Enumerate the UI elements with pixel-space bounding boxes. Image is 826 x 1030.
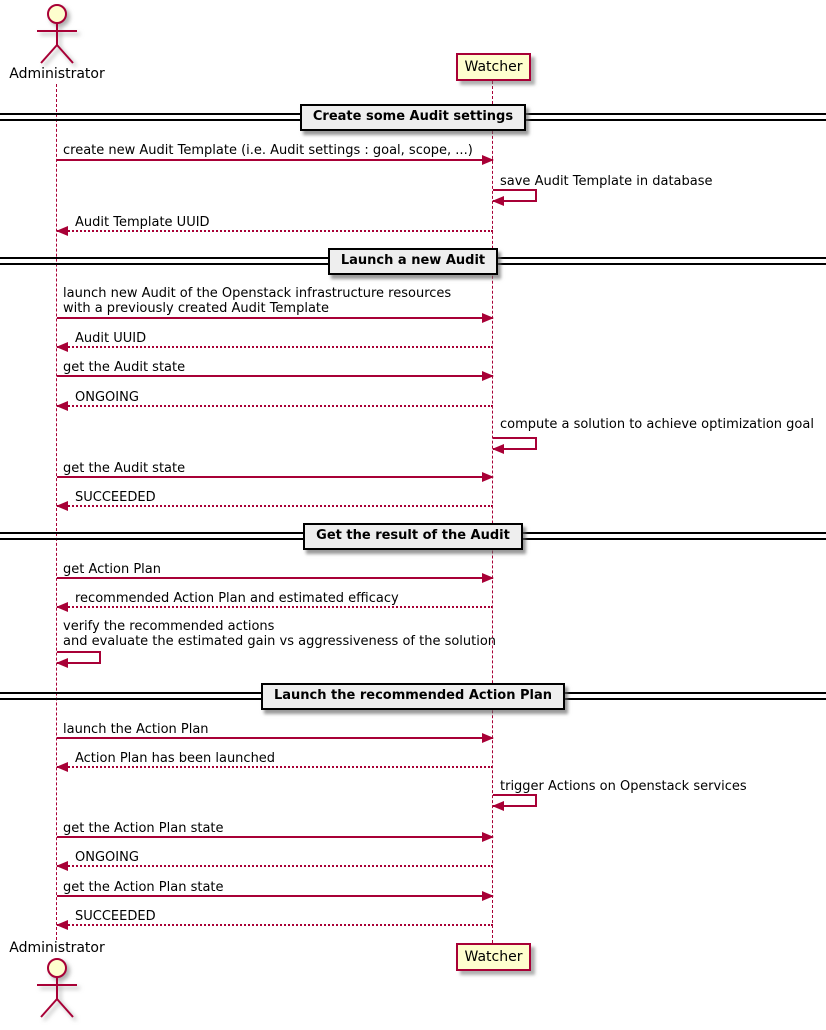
message-14-arrow — [57, 737, 493, 739]
message-14-label: launch the Action Plan — [63, 722, 209, 737]
divider-create-audit-settings — [0, 104, 826, 131]
message-19-arrow — [57, 895, 493, 897]
divider-title: Create some Audit settings — [300, 104, 526, 131]
message-15-label: Action Plan has been launched — [75, 751, 276, 766]
administrator-label-top: Administrator — [9, 66, 105, 82]
message-5-arrow — [57, 346, 493, 348]
message-18-label: ONGOING — [75, 850, 139, 865]
divider-launch-action-plan — [0, 683, 826, 710]
message-11-label: get Action Plan — [63, 562, 161, 577]
message-5-label: Audit UUID — [75, 331, 147, 346]
divider-get-audit-result — [0, 523, 826, 550]
message-13-label-line1: verify the recommended actions — [63, 619, 275, 634]
lifeline-administrator — [56, 84, 57, 940]
message-7-arrow — [57, 405, 493, 407]
message-17-label: get the Action Plan state — [63, 821, 224, 836]
message-6-label: get the Audit state — [63, 360, 186, 375]
divider-title: Launch a new Audit — [328, 248, 498, 275]
message-10-label: SUCCEEDED — [75, 490, 156, 505]
message-12-arrow — [57, 606, 493, 608]
message-9-label: get the Audit state — [63, 461, 186, 476]
lifeline-watcher — [492, 81, 493, 943]
message-1-label: create new Audit Template (i.e. Audit settings : goal, scope, ...) — [63, 143, 473, 158]
message-12-label: recommended Action Plan and estimated efficacy — [75, 591, 399, 606]
message-13-self-arrow — [57, 651, 101, 664]
message-16-label: trigger Actions on Openstack services — [500, 779, 747, 794]
participant-watcher-bottom — [456, 943, 531, 971]
message-11-arrow — [57, 577, 493, 579]
message-19-label: get the Action Plan state — [63, 880, 224, 895]
message-9-arrow — [57, 476, 493, 478]
message-13-label-line2: and evaluate the estimated gain vs aggressiveness of the solution — [63, 634, 497, 649]
message-10-arrow — [57, 505, 493, 507]
administrator-label-bottom: Administrator — [9, 940, 105, 956]
message-20-arrow — [57, 924, 493, 926]
message-6-arrow — [57, 375, 493, 377]
message-18-arrow — [57, 865, 493, 867]
watcher-label-bottom: Watcher — [464, 949, 523, 965]
message-15-arrow — [57, 766, 493, 768]
message-3-label: Audit Template UUID — [75, 215, 210, 230]
message-4-label-line2: with a previously created Audit Template — [63, 301, 330, 316]
message-8-self-arrow — [493, 437, 537, 450]
message-16-self-arrow — [493, 794, 537, 807]
message-17-arrow — [57, 836, 493, 838]
administrator-actor-icon — [29, 3, 85, 65]
divider-launch-new-audit — [0, 248, 826, 275]
participant-watcher-top — [456, 53, 531, 81]
message-4-label-line1: launch new Audit of the Openstack infrastructure resources — [63, 286, 452, 301]
message-3-arrow — [57, 230, 493, 232]
administrator-actor-icon — [29, 957, 85, 1019]
message-2-label: save Audit Template in database — [500, 174, 713, 189]
message-8-label: compute a solution to achieve optimization goal — [500, 417, 814, 432]
divider-title: Launch the recommended Action Plan — [261, 683, 565, 710]
message-4-arrow — [57, 317, 493, 319]
divider-title: Get the result of the Audit — [303, 523, 523, 550]
message-2-self-arrow — [493, 189, 537, 202]
watcher-label-top: Watcher — [464, 59, 523, 75]
message-1-arrow — [57, 159, 493, 161]
message-7-label: ONGOING — [75, 390, 139, 405]
message-20-label: SUCCEEDED — [75, 909, 156, 924]
